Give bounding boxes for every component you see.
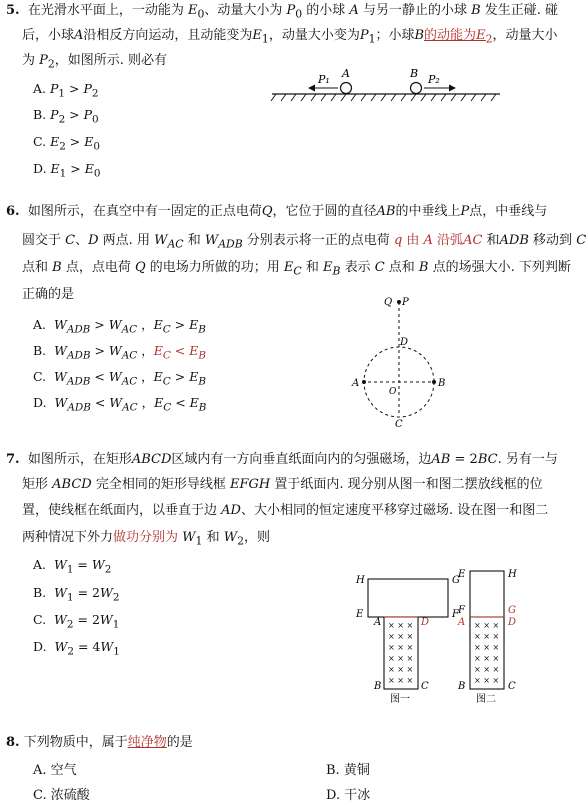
fig2-caption: 图二	[476, 694, 496, 705]
q7-option-b: B. $W_1 = 2W_2$	[33, 585, 120, 604]
svg-text:× × ×: × × ×	[474, 643, 500, 652]
q7-line-4: 两种情况下外力做功分别为 $W_1$ 和 $W_2$，则	[22, 530, 270, 548]
fig1-label-c: C	[421, 681, 429, 692]
q6-line-1: 6. 如图所示，在真空中有一固定的正点电荷Q，它位于圆的直径AB的中垂线上P点，中垂线与	[6, 204, 548, 219]
q5-line-2: 后，小球A沿相反方向运动，且动能变为$E_1$，动量大小变为$P_1$；小球B的动能为$E_2$，动量大小	[22, 28, 558, 46]
q6-option-c: C. $W_{ADB} < W_{AC}$ ，$E_C > E_B$	[33, 369, 206, 388]
q7-option-a: A. $W_1 = W_2$	[33, 557, 112, 576]
ball-a	[341, 83, 352, 94]
fig2-label-d: D	[508, 617, 517, 628]
svg-text:× × ×: × × ×	[474, 632, 500, 641]
fig1-label-f: F	[452, 609, 459, 620]
svg-text:× × ×: × × ×	[474, 621, 500, 630]
q8-option-d: D. 干冰	[326, 788, 371, 803]
label-a: A	[352, 378, 360, 389]
label-p: P	[402, 297, 409, 308]
q7-option-d: D. $W_2 = 4W_1$	[33, 639, 120, 658]
q5-collision-figure	[268, 62, 504, 108]
svg-text:× × ×: × × ×	[388, 621, 414, 630]
svg-text:× × ×: × × ×	[474, 654, 500, 663]
svg-text:× × ×: × × ×	[474, 665, 500, 674]
fig2-label-c: C	[508, 681, 516, 692]
fig1-caption: 图一	[390, 694, 410, 705]
q5-option-d: D. $E_1 > E_0$	[33, 161, 101, 180]
svg-text:× × ×: × × ×	[388, 654, 414, 663]
q6-line-4: 正确的是	[22, 287, 75, 302]
q8-option-b: B. 黄铜	[326, 763, 370, 778]
svg-text:× × ×: × × ×	[388, 632, 414, 641]
q7-line-2: 矩形 ABCD 完全相同的矩形导线框 EFGH 置于纸面内. 现分别从图一和图二摆放线框的位	[22, 477, 543, 492]
svg-text:× × ×: × × ×	[388, 665, 414, 674]
fig2-label-g: G	[508, 605, 516, 616]
point-q	[397, 300, 401, 304]
q8-option-a: A. 空气	[33, 763, 77, 778]
fig2-label-h: H	[508, 569, 517, 580]
label-o: O	[389, 387, 397, 397]
q6-line-3: 点和 B 点，点电荷 Q 的电场力所做的功；用 $E_C$ 和 $E_B$ 表示 C 点和 B 点的场强大小. 下列判断	[22, 260, 571, 278]
fig2-label-f: F	[458, 605, 465, 616]
q6-circle-figure	[340, 288, 450, 428]
label-p1: P₁	[318, 73, 330, 86]
q5-option-a: A. $P_1 > P_2$	[33, 81, 99, 100]
svg-text:× × ×: × × ×	[388, 643, 414, 652]
q7-line-3: 置，使线框在纸面内，以垂直于边 AD、大小相同的恒定速度平移穿过磁场. 设在图一和图二	[22, 503, 549, 518]
q6-option-b: B. $W_{ADB} > W_{AC}$ ，$E_C < E_B$	[33, 343, 207, 362]
fig2-label-e: E	[458, 569, 466, 580]
label-c: C	[395, 419, 403, 428]
fig1-label-d: D	[421, 617, 430, 628]
q5-line-1: 5. 在光滑水平面上，一动能为 $E_0$、动量大小为 $P_0$ 的小球 A 与另一静止的小球 B 发生正碰. 碰	[6, 3, 559, 21]
fig1-label-b: B	[374, 681, 382, 692]
q8-option-c: C. 浓硫酸	[33, 788, 90, 803]
label-a: A	[342, 67, 350, 80]
q8-stem: 8. 下列物质中，属于纯净物的是	[6, 735, 193, 750]
label-d: D	[400, 337, 409, 348]
frame-efgh	[368, 579, 448, 617]
q6-line-2: 圆交于 C、D 两点. 用 $W_{AC}$ 和 $W_{ADB}$ 分别表示将一正的点电荷 q 由 A 沿弧AC 和ADB 移动到 C	[22, 233, 587, 251]
p2-arrow-icon	[449, 85, 456, 92]
q7-option-c: C. $W_2 = 2W_1$	[33, 612, 120, 631]
fig1-label-a: A	[374, 617, 382, 628]
fig2-label-b: B	[458, 681, 466, 692]
q5-line-3: 为 $P_2$，如图所示. 则必有	[22, 53, 168, 71]
svg-text:× × ×: × × ×	[388, 676, 414, 685]
fig1-label-g: G	[452, 575, 460, 586]
q7-figure-2	[448, 565, 538, 705]
label-p2: P₂	[428, 73, 440, 86]
label-b: B	[410, 67, 419, 80]
fig1-label-e: E	[356, 609, 364, 620]
label-q: Q	[384, 297, 393, 308]
q5-option-b: B. $P_2 > P_0$	[33, 107, 99, 126]
q7-line-1: 7. 如图所示，在矩形ABCD区域内有一方向垂直纸面向内的匀强磁场，边AB = 2BC. 另有一与	[6, 452, 558, 467]
q6-option-d: D. $W_{ADB} < W_{AC}$ ，$E_C < E_B$	[33, 395, 207, 414]
svg-text:× × ×: × × ×	[474, 676, 500, 685]
q5-option-c: C. $E_2 > E_0$	[33, 134, 100, 153]
ball-b	[411, 83, 422, 94]
fig2-label-a: A	[458, 617, 466, 628]
q6-option-a: A. $W_{ADB} > W_{AC}$ ，$E_C > E_B$	[33, 317, 206, 336]
p1-arrow-icon	[308, 85, 315, 92]
fig1-label-h: H	[356, 575, 365, 586]
label-b: B	[438, 378, 446, 389]
